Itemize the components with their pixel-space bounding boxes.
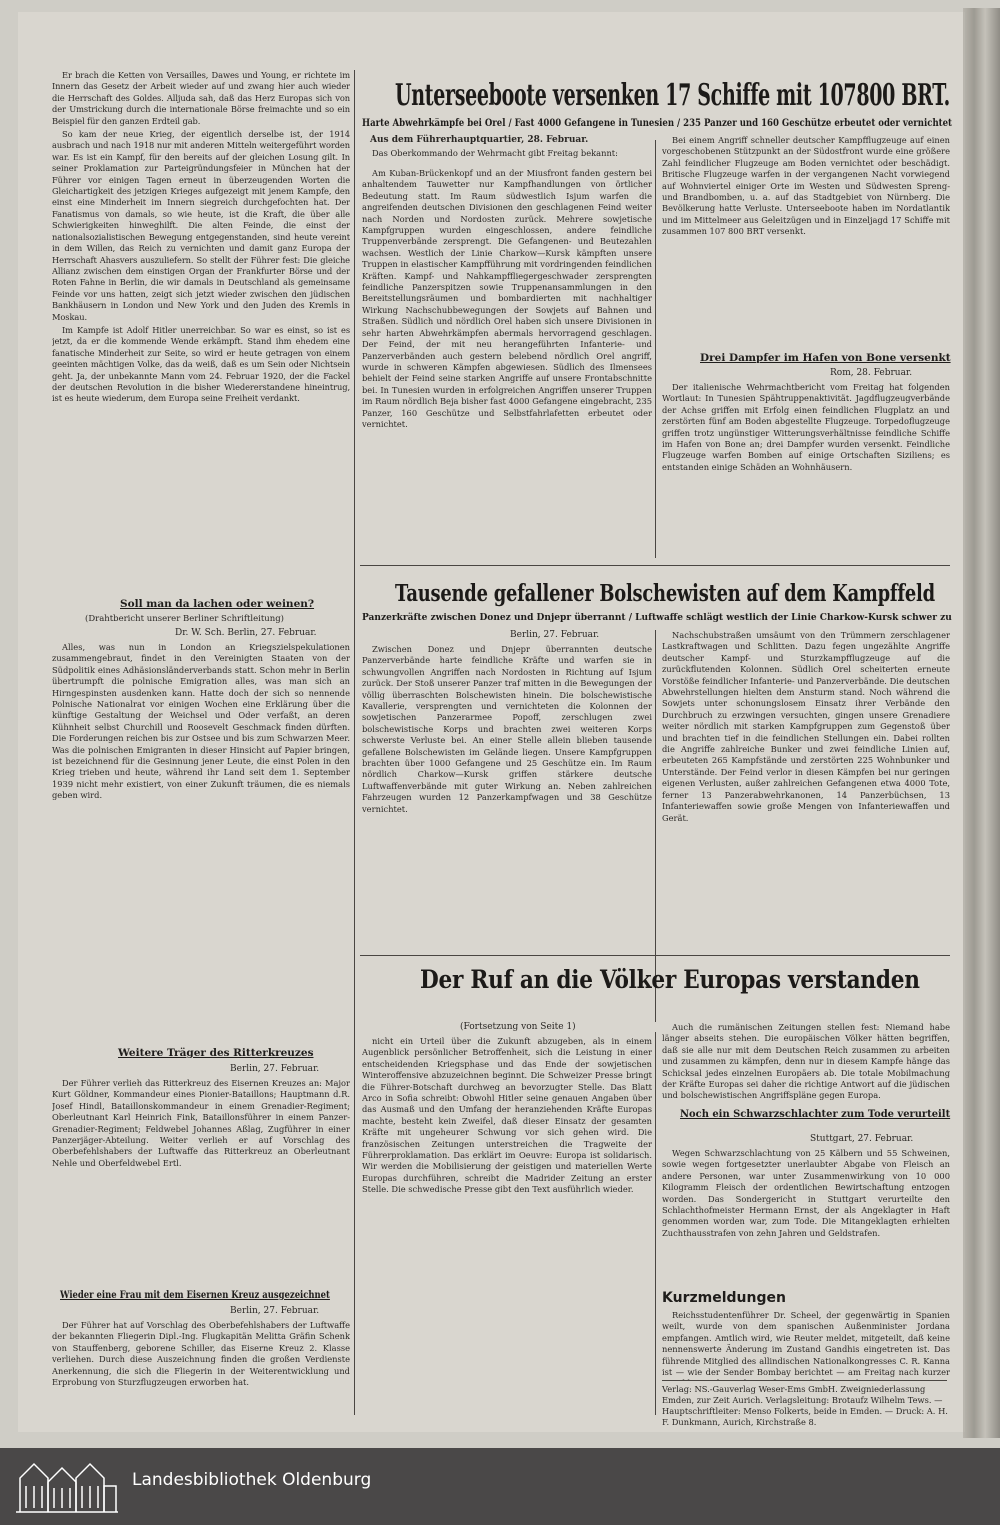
main-subheadline: Harte Abwehrkämpfe bei Orel / Fast 4000 Gefangene in Tunesien / 235 Panzer und 160 Geschütze erbeutet oder vernichtet bbox=[362, 118, 952, 129]
drei-title: Drei Dampfer im Hafen von Bone versenkt bbox=[700, 352, 951, 364]
top-intro bbox=[362, 148, 652, 168]
soll-body bbox=[52, 642, 350, 1004]
imprint: Verlag: NS.-Gauverlag Weser-Ems GmbH. Zweigniederlassung Emden, zur Zeit Aurich. Verlagsleitung: Brotaufz Wilhelm Tews. — Hauptschriftleiter: Menso Folkerts, beide in Emden. — Druck: A. H. F. Dunkmann, Aurich, Kirchstraße 8. bbox=[662, 1384, 948, 1427]
schwarz-body bbox=[662, 1148, 950, 1288]
top-dateline: Aus dem Führerhauptquartier, 28. Februar. bbox=[370, 135, 589, 145]
frau-dateline: Berlin, 27. Februar. bbox=[230, 1306, 320, 1316]
section-divider bbox=[360, 565, 950, 566]
section-divider bbox=[360, 955, 950, 956]
middle-dateline: Berlin, 27. Februar. bbox=[510, 630, 600, 640]
drei-body bbox=[662, 382, 950, 562]
article-paragraph: Zwischen Donez und Dnjepr überrannten deutsche Panzerverbände harte feindliche Kräfte und warfen sie in schwungvollen Angriffen nach Nordosten in Richtung auf Isjum zurück. Der Stoß unserer Panzer traf mitten in die Bewegungen der völlig überraschten Bolschewisten hinein. Die bolschewistische Kavallerie, versprengten und vernichteten die Kolonnen der sowjetischen Panzerarmee Popoff, zerschlugen zwei bolschewistische Korps und brachten zwei weiteren Korps schwerste Verluste bei. An einer Stelle allein blieben tausende gefallene Bolschewisten im Gelände liegen. Unsere Kampfgruppen brachten über 1000 Gefangene und 25 Geschütze ein. Im Raum nördlich Charkow—Kursk griffen stärkere deutsche Luftwaffenverbände mit guter Wirkung an. Neben zahlreichen Fahrzeugen wurden 12 Panzerkampfwagen und 38 Geschütze vernichtet. bbox=[362, 644, 652, 814]
article-paragraph: Wegen Schwarzschlachtung von 25 Kälbern und 55 Schweinen, sowie wegen fortgesetzter unerlaubter Abgabe von Fleisch an andere Personen, war unter Zusammenwirkung von 10 000 Kilogramm Fleisch der ordentlichen Bewirtschaftung entzogen worden. Das Sondergericht in Stuttgart verurteilte den Schlachthofmeister Hermann Ernst, der als Angeklagter in Haft genommen worden war, zum Tode. Die Mitangeklagten erhielten Zuchthausstrafen von zehn Jahren und Geldstrafen. bbox=[662, 1148, 950, 1238]
article-paragraph: Am Kuban-Brückenkopf und an der Miusfront fanden gestern bei anhaltendem Tauwetter nur Kampfhandlungen von örtlicher Bedeutung statt. Im Raum südwestlich Isjum warfen die angreifenden deutschen Divisionen den geschlagenen Feind weiter nach Norden und Nordosten zurück. Mehrere sowjetische Kampfgruppen wurden eingeschlossen, andere feindliche Truppenverbände zersprengt. Die Gefangenen- und Beutezahlen wachsen. Westlich der Linie Charkow—Kursk kämpften unsere Truppen in elastischer Kampfführung mit vordringenden feindlichen Kräften. Kampf- und Nahkampffliegergeschwader zersprengten feindliche Panzerspitzen sowie Truppenansammlungen in den Bereitstellungsräumen und bombardierten mit nachhaltiger Wirkung Nachschubbewegungen der Sowjets auf Bahnen und Straßen. Südlich und nördlich Orel haben sich unsere Divisionen in sehr harten Abwehrkämpfen abermals hervorragend geschlagen. Der Feind, der mit neu herangeführten Infanterie- und Panzerverbänden auch gestern belebend nördlich Orel angriff, wurde in schweren Kämpfen abgewiesen. Südlich des Ilmensees behielt der Feind seine starken Angriffe auf unsere Frontabschnitte bei. In Tunesien wurden in erfolgreichen Angriffen unserer Truppen im Raum nördlich Beja bisher fast 4000 Gefangene eingebracht, 235 Panzer, 160 Geschütze und Selbstfahrlafetten erbeutet oder vernichtet. bbox=[362, 168, 652, 429]
kurzmeldungen-body bbox=[662, 1310, 950, 1380]
column-divider bbox=[655, 630, 656, 1022]
article-paragraph: Bei einem Angriff schneller deutscher Kampfflugzeuge auf einen vorgeschobenen Stützpunkt an der Südostfront wurde eine größere Zahl feindlicher Flugzeuge am Boden vernichtet oder beschädigt. Britische Flugzeuge warfen in der vergangenen Nacht vorwiegend auf Wohnviertel einiger Orte im Westen und Südwesten Spreng- und Brandbomben, u. a. auf das Stadtgebiet von Nürnberg. Die Bevölkerung hatte Verluste. Unterseeboote haben im Nordatlantik und im Mittelmeer aus Geleitzügen und in Einzeljagd 17 Schiffe mit zusammen 107 800 BRT versenkt. bbox=[662, 135, 950, 237]
column-divider bbox=[655, 1032, 656, 1415]
soll-title: Soll man da lachen oder weinen? bbox=[120, 598, 315, 610]
lower-headline: Der Ruf an die Völker Europas verstanden bbox=[420, 965, 920, 994]
article-intro: Er brach die Ketten von Versailles, Dawes und Young, er richtete im Innern das Gesetz der Arbeit wieder auf und zwang hier auch wieder die Herrschaft des Goldes. Alljuda sah, daß das Herz Europas sich von der Umstrickung durch die internationale Börse freimachte und so ein Beispiel für den ganzen Erdteil gab. bbox=[52, 70, 350, 126]
frau-body bbox=[52, 1320, 350, 1420]
kurzmeldungen-label: Kurzmeldungen bbox=[662, 1290, 786, 1306]
article-paragraph: Alles, was nun in London an Kriegszielspekulationen zusammengebraut, findet in den Vereinigten Staaten von der Südpolitik eines Adhäsionsländerverbands statt. Schon mehr in Berlin übertrumpft die polnische Emigration alles, was man sich an Hirngespinsten ausdenken kann. Hatte doch der sich so nennende Polnische Nationalrat vor einigen Wochen eine Erklärung über die künftige Gestaltung der Weichsel und Oder verfaßt, an deren Kühnheit selbst Churchill und Roosevelt Geschmack finden dürften. Die Forderungen reichen bis zur Ostsee und bis zum Schwarzen Meer. Was die polnischen Emigranten in dieser Hinsicht auf Papier bringen, ist bezeichnend für die Gesinnung jener Leute, die einst Polen in den Krieg trieben und heute, während ihr Land seit dem 1. September 1939 nicht mehr existiert, von einer Zukunft träumen, die es niemals geben wird. bbox=[52, 642, 350, 801]
article-paragraph: Im Kampfe ist Adolf Hitler unerreichbar. So war es einst, so ist es jetzt, da er die kommende Wende erkämpft. Stand ihm ehedem eine fanatische Minderheit zur Seite, so wird er heute getragen von einem geeinten mächtigen Volke, das da weiß, daß es um Sein oder Nichtsein geht. Ja, der unbekannte Mann vom 24. Februar 1920, der die Fackel der deutschen Revolution in die bisher Wiedererstandene hineintrug, ist es heute wiederum, dem Europa seine Freiheit verdankt. bbox=[52, 324, 350, 404]
column-divider bbox=[354, 70, 355, 1415]
frau-title: Wieder eine Frau mit dem Eisernen Kreuz ausgezeichnet bbox=[60, 1290, 330, 1301]
ritter-body bbox=[52, 1078, 350, 1283]
ritter-dateline: Berlin, 27. Februar. bbox=[230, 1064, 320, 1074]
middle-subheadline: Panzerkräfte zwischen Donez und Dnjepr überrannt / Luftwaffe schlägt westlich der Linie Charkow-Kursk schwer zu bbox=[362, 612, 952, 623]
lower-right-body bbox=[662, 1022, 950, 1122]
article-paragraph: Reichsstudentenführer Dr. Scheel, der gegenwärtig in Spanien weilt, wurde von dem spanischen Außenminister Jordana empfangen. Amtlich wird, wie Reuter meldet, mitgeteilt, daß keine nennenswerte Änderung im Zustand Gandhis eingetreten ist. Das führende Mitglied des allindischen Nationalkongresses C. R. Kanna ist — wie der Sender Bombay berichtet — am Freitag nach kurzer bbox=[662, 1310, 950, 1378]
article-paragraph: Der Führer verlieh das Ritterkreuz des Eisernen Kreuzes an: Major Kurt Göldner, Kommandeur eines Pionier-Bataillons; Hauptmann d.R. Josef Hindl, Bataillonskommandeur in einem Grenadier-Regiment; Oberleutnant Karl Heinrich Fink, Bataillonsführer in einem Panzer-Grenadier-Regiment; Feldwebel Johannes Aßlag, Zugführer in einer Panzerjäger-Abteilung. Weiter verlieh er auf Vorschlag des Oberbefehlshabers der Luftwaffe das Ritterkreuz an Oberleutnant Nehle und Oberfeldwebel Ertl. bbox=[52, 1078, 350, 1168]
middle-headline: Tausende gefallener Bolschewisten auf dem Kampffeld bbox=[395, 580, 935, 607]
imprint-divider bbox=[662, 1380, 947, 1381]
article-paragraph: Das Oberkommando der Wehrmacht gibt Freitag bekannt: bbox=[372, 148, 618, 158]
middle-right-body bbox=[662, 630, 950, 952]
middle-left-body bbox=[362, 644, 652, 950]
article-paragraph: Nachschubstraßen umsäumt von den Trümmern zerschlagener Lastkraftwagen und Schlitten. Dazu fegen ungezählte Angriffe deutscher Kampf- und Sturzkampfflugzeuge auf die zurückflutenden Kolonnen. Südlich Orel scheiterten erneute Vorstöße feindlicher Infanterie- und Panzerverbände. Die deutschen Abwehrstellungen hielten dem Ansturm stand. Noch während die Sowjets unter schonungslosem Einsatz ihrer Verbände den Durchbruch zu erzwingen versuchten, gingen unsere Grenadiere weiter nördlich mit starken Kampfgruppen zum Gegenstoß über und brachten tief in die feindlichen Stellungen ein. Dabei rollten die Angriffe zahlreiche Bunker und zwei feindliche Linien auf, erbeuteten 265 Kampfstände und zerstörten 225 Wohnbunker und Unterstände. Der Feind verlor in diesen Kämpfen bei nur geringen eigenen Verlusten, außer zahlreichen Gefangenen etwa 4000 Tote, ferner 13 Panzerabwehrkanonen, 14 Panzerbüchsen, 13 Infanteriewaffen sowie große Mengen von Infanteriewaffen und Gerät. bbox=[662, 630, 950, 823]
article-paragraph: Auch die rumänischen Zeitungen stellen fest: Niemand habe länger abseits stehen. Die europäischen Völker hätten begriffen, daß sie alle nur mit dem Deutschen Reich zusammen zu arbeiten und zusammen zu kämpfen, denn nur in diesem Kampfe hänge das Schicksal jedes einzelnen Europäers ab. Die totale Mobilmachung der Kräfte Europas sei daher die richtige Antwort auf die jüdischen und bolschewistischen Angriffspläne gegen Europa. bbox=[662, 1022, 950, 1101]
article-paragraph: Der italienische Wehrmachtbericht vom Freitag hat folgenden Wortlaut: In Tunesien Spähtruppenaktivität. Jagdflugzeugverbände der Achse griffen mit Erfolg einen feindlichen Flugplatz an und zerstörten fünf am Boden abgestellte Flugzeuge. Torpedoflugzeuge griffen trotz ungünstiger Witterungsverhältnisse feindliche Schiffe im Hafen von Bone an; drei Dampfer wurden versenkt. Feindliche Flugzeuge warfen Bomben auf einige Ortschaften Siziliens; es entstanden einige Schäden an Wohnhäusern. bbox=[662, 382, 950, 472]
top-body bbox=[362, 168, 652, 560]
lower-continuation: (Fortsetzung von Seite 1) bbox=[460, 1022, 576, 1032]
ritter-title: Weitere Träger des Ritterkreuzes bbox=[118, 1047, 314, 1059]
drei-dateline: Rom, 28. Februar. bbox=[830, 368, 913, 378]
schwarz-dateline: Stuttgart, 27. Februar. bbox=[810, 1134, 914, 1144]
library-building-icon bbox=[14, 1456, 122, 1516]
soll-subtitle: (Drahtbericht unserer Berliner Schriftleitung) bbox=[85, 614, 284, 624]
library-name: Landesbibliothek Oldenburg bbox=[132, 1470, 372, 1490]
col3-body bbox=[662, 135, 950, 350]
soll-byline: Dr. W. Sch. Berlin, 27. Februar. bbox=[175, 628, 317, 638]
main-headline: Unterseeboote versenken 17 Schiffe mit 107800 BRT. bbox=[395, 78, 950, 113]
page-edge bbox=[963, 8, 1000, 1438]
lower-left-body bbox=[362, 1036, 652, 1416]
schwarz-title: Noch ein Schwarzschlachter zum Tode verurteilt bbox=[680, 1108, 951, 1120]
article-paragraph: nicht ein Urteil über die Zukunft abzugeben, als in einem Augenblick persönlicher Betroffenheit, sich die Leistung in einer entscheidenden Kriegsphase und das Ende der sowjetischen Winteroffensive abzuzeichnen beginnt. Die Schweizer Presse bringt die Führer-Botschaft durchweg an bevorzugter Stelle. Das Blatt Arco in Sofia schreibt: Obwohl Hitler seine genauen Angaben über das Ausmaß und den Umfang der heranziehenden Kräfte Europas machte, besteht kein Zweifel, daß dieser Einsatz der gesamten Kräfte mit ungeheurer Schwung vor sich gehen wird. Die französischen Zeitungen unterstreichen die Tragweite der Führerproklamation. Das erklärt im Oeuvre: Europa ist solidarisch. Wir werden die Mobilisierung der geistigen und materiellen Werte Europas durchführen, schreibt die Madrider Zeitung an erster Stelle. Die schwedische Presse gibt den Text ausführlich wieder. bbox=[362, 1036, 652, 1195]
article-paragraph: Der Führer hat auf Vorschlag des Oberbefehlshabers der Luftwaffe der bekannten Fliegerin Dipl.-Ing. Flugkapitän Melitta Gräfin Schenk von Stauffenberg, geborene Schiller, das Eiserne Kreuz 2. Klasse verliehen. Durch diese Auszeichnung finden die großen Verdienste Anerkennung, die sich die Fliegerin in der Weiterentwicklung und Erprobung von Sturzflugzeugen erworben hat. bbox=[52, 1320, 350, 1388]
column-divider bbox=[655, 140, 656, 558]
article-paragraph: So kam der neue Krieg, der eigentlich derselbe ist, der 1914 ausbrach und nach 1918 nur mit anderen Mitteln weitergeführt worden war. Es ist ein Kampf, für den bereits auf der gleichen Losung gilt. In seiner Proklamation zur Parteigründungsfeier in München hat der Führer vor einigen Tagen erneut in überzeugenden Worten die Gleichartigkeit des jetzigen Krieges aufgezeigt mit jenem Kampfe, den einst eine Minderheit im Innern siegreich durchgefochten hat. Der Fanatismus von damals, so wie heute, ist die Kraft, die über alle Schwierigkeiten hinweghilft. Die alten Feinde, die einst der nationalsozialistischen Bewegung entgegenstanden, sind heute vereint in dem Willen, das Reich zu vernichten und damit ganz Europa der Herrschaft Ahasvers auszuliefern. So stellt der Führer fest: Die gleiche Allianz zwischen dem einstigen Organ der Frankfurter Börse und der Roten Fahne in Berlin, die wir damals in Deutschland als gemeinsame Feinde vor uns hatten, zeigt sich jetzt wieder zwischen den jüdischen Bankhäusern in London und New York und den Juden des Kremls in Moskau. bbox=[52, 129, 350, 322]
